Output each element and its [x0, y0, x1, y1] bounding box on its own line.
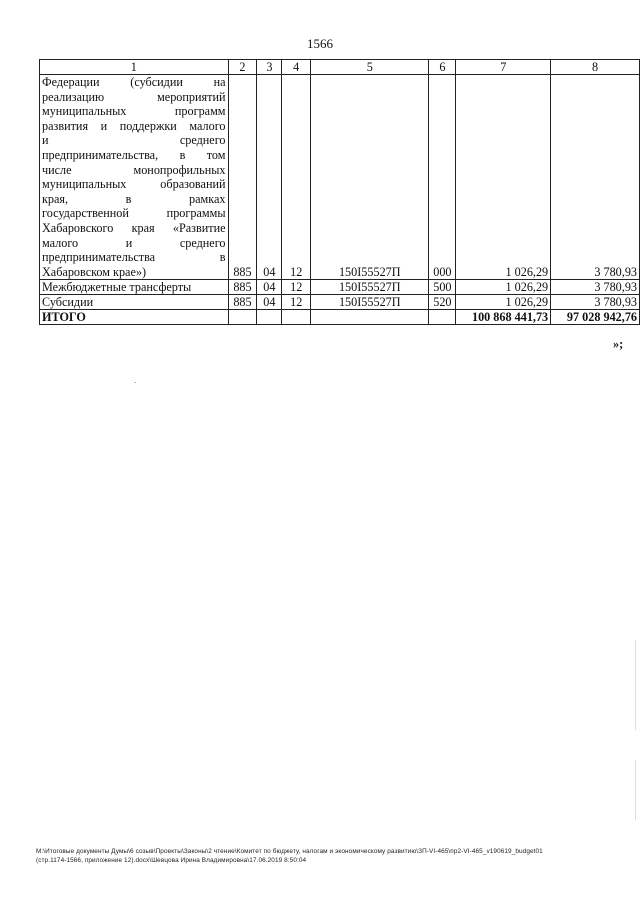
cell-ministry-code: 885: [228, 295, 257, 310]
scan-edge-mark: [635, 640, 636, 730]
empty-cell: [282, 310, 311, 325]
total-suffix: »;: [613, 337, 624, 351]
row-description: [40, 75, 229, 280]
description-line: малого и среднего: [42, 235, 226, 250]
cell-amount-col8: 3 780,93: [551, 295, 640, 310]
cell-ministry-code: 885: [228, 75, 257, 280]
cell-target-article: 150I55527П: [311, 295, 429, 310]
header-cell-7: 7: [456, 60, 551, 75]
cell-ministry-code: 885: [228, 280, 257, 295]
description-line: Федерации (субсидии на: [42, 75, 226, 89]
header-cell-1: 1: [40, 60, 229, 75]
cell-target-article: 150I55527П: [311, 75, 429, 280]
empty-cell: [228, 310, 257, 325]
cell-expense-type: 000: [429, 75, 456, 280]
table-row: [40, 295, 640, 310]
cell-target-article: 150I55527П: [311, 280, 429, 295]
empty-cell: [257, 310, 282, 325]
cell-amount-col7: 1 026,29: [456, 280, 551, 295]
description-line: края, в рамках: [42, 191, 226, 206]
description-line: реализацию мероприятий: [42, 89, 226, 104]
empty-cell: [311, 310, 429, 325]
header-cell-3: 3: [257, 60, 282, 75]
cell-amount-col7: 1 026,29: [456, 75, 551, 280]
document-footer: [36, 847, 626, 865]
header-cell-2: 2: [228, 60, 257, 75]
total-amount-col8: 97 028 942,76: [551, 310, 640, 325]
description-line: государственной программы: [42, 206, 226, 221]
cell-section: 04: [257, 280, 282, 295]
footer-path-line: (стр.1174-1566, приложение 12).docx\Шевцова Ирина Владимировна\17.06.2019 8:50:04: [36, 857, 307, 864]
header-cell-5: 5: [311, 60, 429, 75]
description-line: предпринимательства, в том: [42, 147, 226, 162]
table-row: [40, 280, 640, 295]
cell-expense-type: 520: [429, 295, 456, 310]
cell-amount-col7: 1 026,29: [456, 295, 551, 310]
description-line: числе монопрофильных: [42, 162, 226, 177]
page-number: 1566: [307, 36, 333, 51]
table-header-row: [40, 60, 640, 75]
total-row: [40, 310, 640, 325]
description-line: предпринимательства в: [42, 250, 226, 265]
description-line: Хабаровского края «Развитие: [42, 220, 226, 235]
cell-amount-col8: 3 780,93: [551, 75, 640, 280]
footer-path-line: М:\Итоговые документы Думы\6 созыв\Проекты\Законы\2 чтение\Комитет по бюджету, налогам и экономическому развитию\ЗП-VI-465\пр2-VI-465_v190619_budget01: [36, 848, 543, 855]
description-line: муниципальных программ: [42, 104, 226, 119]
budget-table: [39, 59, 640, 325]
scan-edge-mark: [635, 760, 636, 820]
description-line: развития и поддержки малого: [42, 118, 226, 133]
empty-cell: [429, 310, 456, 325]
header-cell-8: 8: [551, 60, 640, 75]
row-description: Субсидии: [40, 295, 229, 310]
table-row: [40, 75, 640, 280]
header-cell-6: 6: [429, 60, 456, 75]
cell-section: 04: [257, 295, 282, 310]
cell-section: 04: [257, 75, 282, 280]
header-cell-4: 4: [282, 60, 311, 75]
row-description: Межбюджетные трансферты: [40, 280, 229, 295]
cell-subsection: 12: [282, 280, 311, 295]
description-line: муниципальных образований: [42, 177, 226, 192]
cell-subsection: 12: [282, 295, 311, 310]
cell-expense-type: 500: [429, 280, 456, 295]
total-amount-col7: 100 868 441,73: [456, 310, 551, 325]
scan-speck: [134, 382, 136, 383]
total-label: ИТОГО: [40, 310, 229, 325]
description-line: Хабаровском крае»): [42, 264, 147, 279]
cell-amount-col8: 3 780,93: [551, 280, 640, 295]
description-line: и среднего: [42, 133, 226, 148]
cell-subsection: 12: [282, 75, 311, 280]
